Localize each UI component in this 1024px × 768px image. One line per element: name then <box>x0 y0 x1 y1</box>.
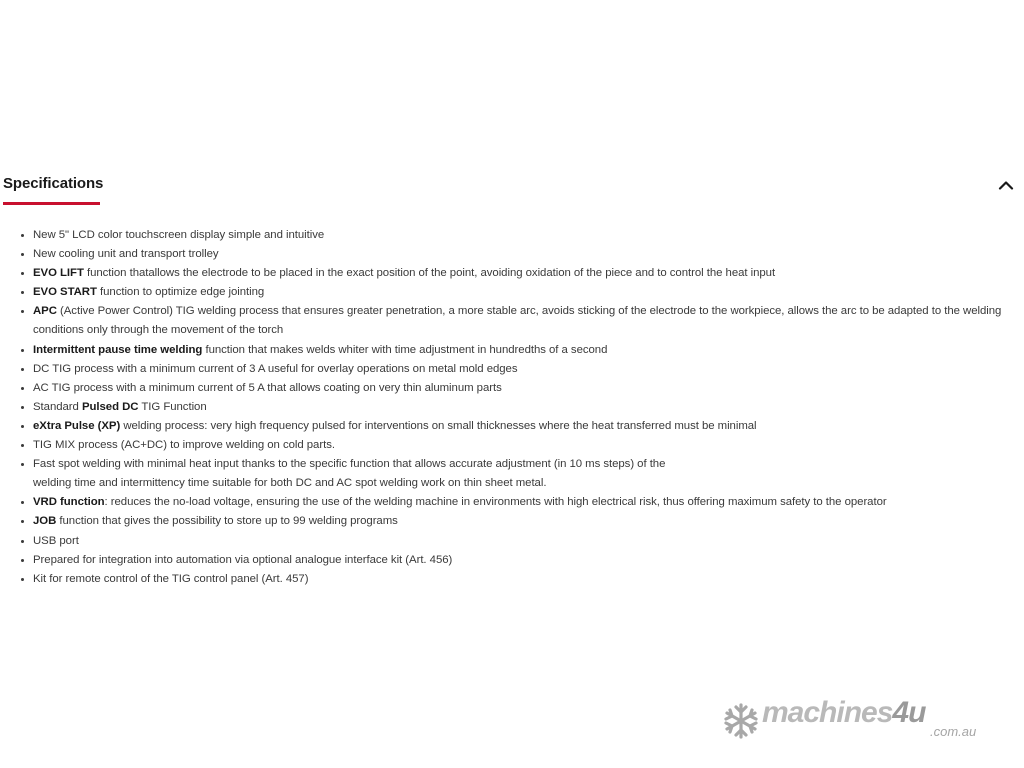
spec-text: DC TIG process with a minimum current of 3 A useful for overlay operations on metal mold edges <box>33 362 518 375</box>
spec-feature-name: VRD function <box>33 496 105 509</box>
spec-list-item <box>33 551 1024 570</box>
spec-text: function that makes welds whiter with time adjustment in hundredths of a second <box>202 343 608 356</box>
logo-wordmark: machines4u <box>762 696 926 729</box>
logo-domain: .com.au <box>930 724 977 739</box>
spec-text: TIG MIX process (AC+DC) to improve welding on cold parts. <box>33 439 335 452</box>
spec-text: welding time and intermittency time suitable for both DC and AC spot welding work on thin sheet metal. <box>33 477 547 490</box>
spec-text: function that gives the possibility to store up to 99 welding programs <box>56 515 398 528</box>
spec-text: Kit for remote control of the TIG control panel (Art. 457) <box>33 572 309 585</box>
spec-feature-name: APC <box>33 305 57 318</box>
spec-list-item <box>33 226 1024 245</box>
spec-text: welding process: very high frequency pulsed for interventions on small thicknesses where the heat transferred must be minimal <box>120 419 757 432</box>
spec-list-item <box>33 379 1024 398</box>
spec-text: : reduces the no-load voltage, ensuring the use of the welding machine in environments with high electrical risk, thus offering maximum safety to the operator <box>104 496 887 509</box>
spec-feature-name: Pulsed DC <box>81 400 139 413</box>
spec-list-item <box>33 493 1024 512</box>
spec-text: Prepared for integration into automation via optional analogue interface kit (Art. 456) <box>33 553 453 566</box>
spec-list-item <box>33 245 1024 264</box>
snowflake-logo-icon <box>722 702 760 740</box>
spec-list-item <box>33 264 1024 283</box>
spec-feature-name: eXtra Pulse (XP) <box>33 419 121 432</box>
spec-list-item <box>33 436 1024 455</box>
spec-list-item <box>33 398 1024 417</box>
spec-feature-name: EVO START <box>33 286 97 299</box>
spec-list-item <box>33 455 1024 493</box>
collapse-toggle-button[interactable] <box>997 176 1015 194</box>
spec-text: New cooling unit and transport trolley <box>33 248 219 261</box>
spec-list-item <box>33 341 1024 360</box>
chevron-up-icon <box>998 180 1014 190</box>
spec-feature-name: Intermittent pause time welding <box>33 343 203 356</box>
spec-text: New 5" LCD color touchscreen display simple and intuitive <box>33 229 325 241</box>
watermark-logo <box>722 698 992 742</box>
spec-list-item <box>33 512 1024 531</box>
specifications-accordion-header[interactable] <box>3 170 1019 206</box>
spec-list-item <box>33 283 1024 302</box>
spec-feature-name: EVO LIFT <box>33 267 84 280</box>
spec-text: TIG Function <box>138 400 207 413</box>
spec-list-item <box>33 302 1024 340</box>
spec-text: AC TIG process with a minimum current of 5 A that allows coating on very thin aluminum parts <box>33 381 502 394</box>
spec-list-item <box>33 360 1024 379</box>
spec-text: Standard <box>33 400 82 413</box>
spec-text: USB port <box>33 534 79 547</box>
title-underline <box>3 202 100 205</box>
spec-feature-name: JOB <box>33 515 57 528</box>
spec-list-item <box>33 570 1024 589</box>
spec-text: (Active Power Control) TIG welding process that ensures greater penetration, a more stable arc, avoids sticking of the electrode to the workpiece, allows the arc to be adapted to the welding conditions only through the movement of the torch <box>33 305 1002 337</box>
spec-text: Fast spot welding with minimal heat input thanks to the specific function that allows accurate adjustment (in 10 ms steps) of the <box>33 458 666 471</box>
spec-list-item <box>33 532 1024 551</box>
spec-text: function thatallows the electrode to be placed in the exact position of the point, avoiding oxidation of the piece and to control the heat input <box>83 267 776 280</box>
spec-list-item <box>33 417 1024 436</box>
section-title: Specifications <box>3 175 104 192</box>
spec-text: function to optimize edge jointing <box>96 286 265 299</box>
specifications-list <box>15 226 1024 589</box>
